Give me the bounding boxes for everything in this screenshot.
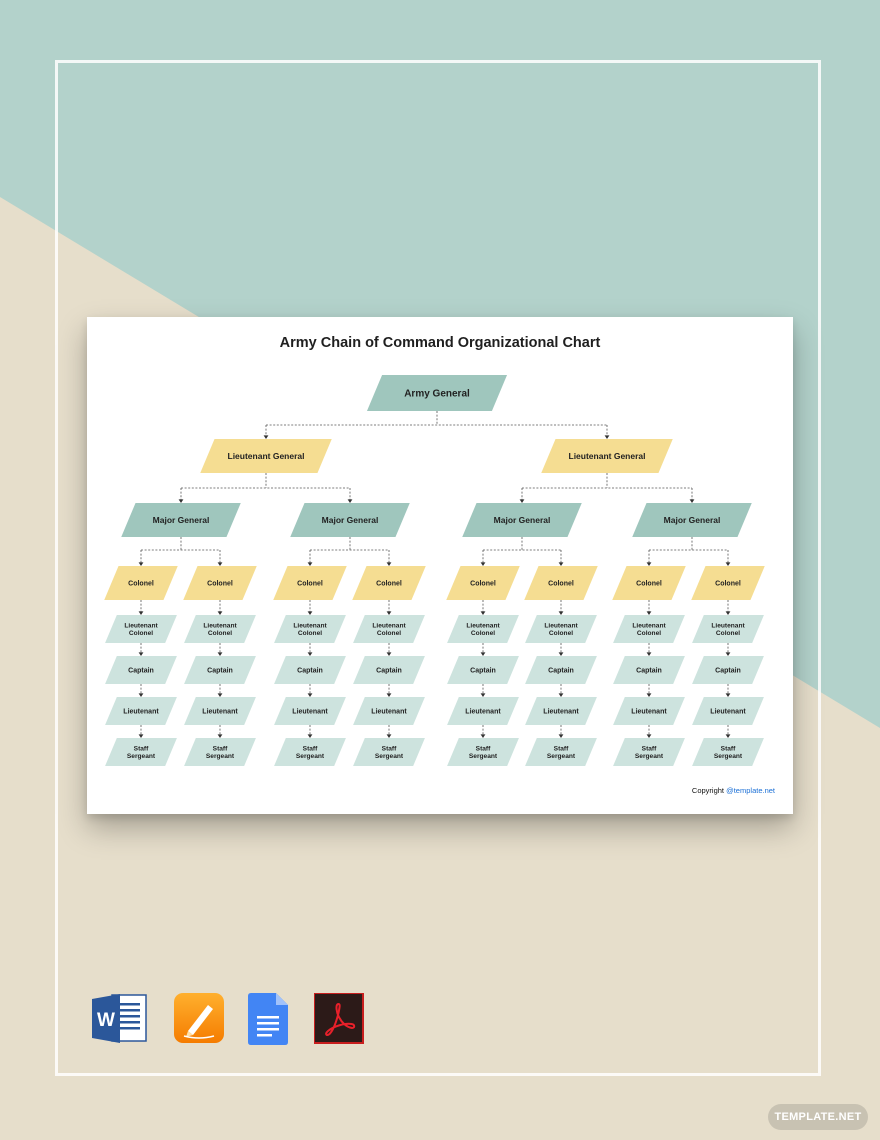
copyright-label: Copyright: [691, 786, 725, 795]
node-staff-sergeant: [692, 738, 764, 766]
node-captain-label: Captain: [207, 667, 233, 675]
copyright-notice: [692, 786, 775, 795]
node-captain-label: Captain: [470, 667, 496, 675]
node-lieutenant: [184, 697, 256, 725]
node-captain-label: Captain: [636, 667, 662, 675]
node-lieutenant-label: Lieutenant: [710, 708, 746, 716]
arrow-head: [139, 562, 144, 566]
node-colonel-label: Colonel: [636, 580, 662, 588]
node-major-general-label: Major General: [663, 514, 721, 525]
node-staff-sergeant: [353, 738, 425, 766]
node-lieutenant-colonel-label: Lieutenant: [466, 622, 500, 630]
node-staff-sergeant-label: Sergeant: [713, 753, 743, 761]
node-lieutenant: [447, 697, 519, 725]
node-staff-sergeant-label: Sergeant: [205, 753, 235, 761]
node-colonel: [612, 566, 686, 600]
node-lieutenant-label: Lieutenant: [371, 708, 407, 716]
arrow-head: [218, 734, 223, 738]
node-lieutenant-colonel-label: Colonel: [297, 630, 323, 638]
node-captain: [692, 656, 764, 684]
node-staff-sergeant-label: Staff: [720, 745, 736, 753]
document-preview[interactable]: [87, 317, 793, 814]
node-colonel: [691, 566, 765, 600]
node-lieutenant: [613, 697, 685, 725]
node-lieutenant-general-label: Lieutenant General: [568, 450, 646, 461]
node-staff-sergeant-label: Staff: [475, 745, 491, 753]
arrow-head: [726, 611, 731, 615]
node-captain: [353, 656, 425, 684]
node-staff-sergeant-label: Sergeant: [634, 753, 664, 761]
arrow-head: [139, 611, 144, 615]
node-staff-sergeant-label: Sergeant: [126, 753, 156, 761]
node-colonel-label: Colonel: [715, 580, 741, 588]
node-colonel-label: Colonel: [297, 580, 323, 588]
arrow-head: [218, 611, 223, 615]
node-lieutenant-colonel: [184, 615, 256, 643]
node-lieutenant-colonel-label: Lieutenant: [711, 622, 745, 630]
node-staff-sergeant-label: Sergeant: [295, 753, 325, 761]
arrow-head: [559, 611, 564, 615]
arrow-head: [726, 734, 731, 738]
node-lieutenant-label: Lieutenant: [123, 708, 159, 716]
node-lieutenant-colonel-label: Colonel: [128, 630, 154, 638]
arrow-head: [559, 734, 564, 738]
node-captain: [105, 656, 177, 684]
node-staff-sergeant-label: Staff: [133, 745, 149, 753]
arrow-head: [690, 499, 695, 503]
arrow-head: [647, 693, 652, 697]
node-lieutenant: [105, 697, 177, 725]
arrow-head: [605, 435, 610, 439]
node-lieutenant: [692, 697, 764, 725]
node-major-general: [462, 503, 582, 537]
node-colonel-label: Colonel: [128, 580, 154, 588]
arrow-head: [481, 562, 486, 566]
node-lieutenant-colonel-label: Lieutenant: [632, 622, 666, 630]
node-staff-sergeant-label: Staff: [641, 745, 657, 753]
node-lieutenant-general: [200, 439, 332, 473]
node-colonel: [183, 566, 257, 600]
node-lieutenant-colonel: [274, 615, 346, 643]
pages-icon[interactable]: [174, 993, 226, 1050]
org-chart: [87, 317, 793, 814]
arrow-head: [647, 734, 652, 738]
arrow-head: [139, 652, 144, 656]
arrow-head: [139, 693, 144, 697]
node-captain-label: Captain: [128, 667, 154, 675]
arrow-head: [308, 693, 313, 697]
node-major-general: [121, 503, 241, 537]
arrow-head: [387, 611, 392, 615]
copyright-link[interactable]: @template.net: [726, 786, 775, 795]
node-lieutenant-colonel: [692, 615, 764, 643]
node-lieutenant-colonel: [105, 615, 177, 643]
node-lieutenant-colonel-label: Colonel: [715, 630, 741, 638]
node-major-general-label: Major General: [493, 514, 551, 525]
node-colonel: [352, 566, 426, 600]
arrow-head: [559, 562, 564, 566]
node-staff-sergeant-label: Staff: [553, 745, 569, 753]
node-captain: [525, 656, 597, 684]
arrow-head: [647, 611, 652, 615]
arrow-head: [308, 562, 313, 566]
node-lieutenant-label: Lieutenant: [465, 708, 501, 716]
node-lieutenant-colonel-label: Colonel: [548, 630, 574, 638]
node-lieutenant-colonel: [525, 615, 597, 643]
arrow-head: [308, 734, 313, 738]
node-major-general: [290, 503, 410, 537]
node-major-general-label: Major General: [152, 514, 210, 525]
node-lieutenant-colonel-label: Lieutenant: [293, 622, 327, 630]
node-lieutenant-colonel-label: Lieutenant: [203, 622, 237, 630]
arrow-head: [647, 562, 652, 566]
arrow-head: [520, 499, 525, 503]
arrow-head: [726, 562, 731, 566]
arrow-head: [179, 499, 184, 503]
node-colonel-label: Colonel: [470, 580, 496, 588]
node-captain: [447, 656, 519, 684]
node-lieutenant-colonel-label: Colonel: [470, 630, 496, 638]
node-staff-sergeant: [105, 738, 177, 766]
node-staff-sergeant-label: Staff: [302, 745, 318, 753]
node-captain: [613, 656, 685, 684]
node-colonel-label: Colonel: [376, 580, 402, 588]
node-colonel: [273, 566, 347, 600]
node-captain: [274, 656, 346, 684]
document-title: Army Chain of Command Organizational Chart: [279, 335, 601, 351]
arrow-head: [218, 693, 223, 697]
pdf-icon[interactable]: [314, 993, 364, 1050]
node-colonel: [446, 566, 520, 600]
node-lieutenant-colonel: [447, 615, 519, 643]
node-lieutenant-colonel-label: Colonel: [207, 630, 233, 638]
arrow-head: [308, 611, 313, 615]
node-staff-sergeant: [274, 738, 346, 766]
node-lieutenant-label: Lieutenant: [631, 708, 667, 716]
node-captain-label: Captain: [715, 667, 741, 675]
node-lieutenant: [353, 697, 425, 725]
arrow-head: [218, 562, 223, 566]
node-lieutenant-label: Lieutenant: [543, 708, 579, 716]
node-army-general-label: Army General: [404, 388, 470, 400]
node-lieutenant-colonel-label: Colonel: [376, 630, 402, 638]
node-lieutenant-colonel-label: Colonel: [636, 630, 662, 638]
node-staff-sergeant-label: Sergeant: [468, 753, 498, 761]
node-lieutenant-colonel: [613, 615, 685, 643]
arrow-head: [139, 734, 144, 738]
node-staff-sergeant: [184, 738, 256, 766]
node-staff-sergeant: [525, 738, 597, 766]
arrow-head: [348, 499, 353, 503]
node-captain: [184, 656, 256, 684]
node-lieutenant: [274, 697, 346, 725]
node-colonel: [104, 566, 178, 600]
arrow-head: [387, 693, 392, 697]
word-icon[interactable]: [92, 993, 148, 1050]
node-captain-label: Captain: [548, 667, 574, 675]
arrow-head: [559, 652, 564, 656]
node-lieutenant-colonel: [353, 615, 425, 643]
node-major-general-label: Major General: [321, 514, 379, 525]
node-lieutenant-colonel-label: Lieutenant: [124, 622, 158, 630]
node-lieutenant-general-label: Lieutenant General: [227, 450, 305, 461]
node-lieutenant: [525, 697, 597, 725]
node-army-general: [367, 375, 507, 411]
arrow-head: [559, 693, 564, 697]
arrow-head: [481, 734, 486, 738]
node-staff-sergeant-label: Sergeant: [374, 753, 404, 761]
arrow-head: [308, 652, 313, 656]
node-colonel-label: Colonel: [207, 580, 233, 588]
arrow-head: [481, 693, 486, 697]
node-major-general: [632, 503, 752, 537]
node-captain-label: Captain: [297, 667, 323, 675]
node-staff-sergeant-label: Staff: [381, 745, 397, 753]
arrow-head: [218, 652, 223, 656]
node-staff-sergeant: [447, 738, 519, 766]
node-staff-sergeant-label: Staff: [212, 745, 228, 753]
node-lieutenant-colonel-label: Lieutenant: [372, 622, 406, 630]
node-colonel: [524, 566, 598, 600]
node-lieutenant-label: Lieutenant: [202, 708, 238, 716]
node-staff-sergeant: [613, 738, 685, 766]
arrow-head: [264, 435, 269, 439]
node-lieutenant-label: Lieutenant: [292, 708, 328, 716]
svg-text:W: W: [97, 1010, 115, 1031]
template-net-watermark: TEMPLATE.NET: [768, 1104, 868, 1130]
arrow-head: [387, 734, 392, 738]
arrow-head: [387, 562, 392, 566]
node-staff-sergeant-label: Sergeant: [546, 753, 576, 761]
google-docs-icon[interactable]: [248, 993, 290, 1050]
node-lieutenant-colonel-label: Lieutenant: [544, 622, 578, 630]
node-colonel-label: Colonel: [548, 580, 574, 588]
arrow-head: [726, 693, 731, 697]
node-lieutenant-general: [541, 439, 673, 473]
arrow-head: [481, 611, 486, 615]
arrow-head: [726, 652, 731, 656]
arrow-head: [647, 652, 652, 656]
arrow-head: [387, 652, 392, 656]
node-captain-label: Captain: [376, 667, 402, 675]
arrow-head: [481, 652, 486, 656]
